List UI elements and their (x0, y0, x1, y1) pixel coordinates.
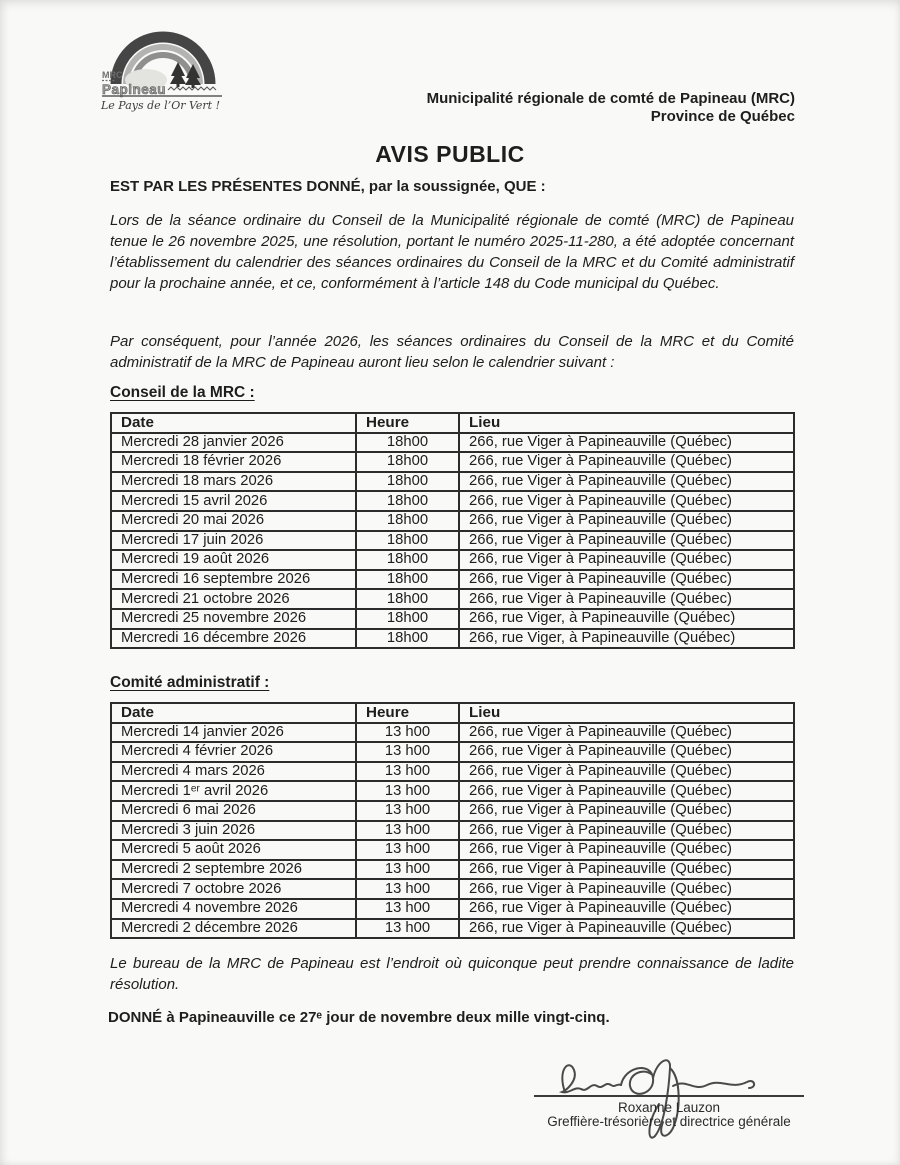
table-row (111, 511, 794, 531)
org-name: Municipalité régionale de comté de Papineau (MRC) (426, 90, 795, 107)
lieu-cell: 266, rue Viger à Papineauville (Québec) (459, 801, 794, 821)
table-row (111, 742, 794, 762)
date-cell: Mercredi 28 janvier 2026 (111, 433, 356, 453)
table-row (111, 801, 794, 821)
page-title: AVIS PUBLIC (375, 141, 525, 167)
date-column-header: Date (111, 413, 356, 433)
lieu-cell: 266, rue Viger à Papineauville (Québec) (459, 840, 794, 860)
heure-cell: 18h00 (356, 609, 459, 629)
lieu-cell: 266, rue Viger à Papineauville (Québec) (459, 860, 794, 880)
lieu-cell: 266, rue Viger à Papineauville (Québec) (459, 879, 794, 899)
heure-cell: 18h00 (356, 550, 459, 570)
table-row (111, 762, 794, 782)
heure-cell: 13 h00 (356, 840, 459, 860)
org-header (427, 90, 795, 126)
heure-cell: 13 h00 (356, 919, 459, 939)
date-cell: Mercredi 17 juin 2026 (111, 531, 356, 551)
lieu-cell: 266, rue Viger à Papineauville (Québec) (459, 531, 794, 551)
table-row (111, 472, 794, 492)
conseil-schedule-table (110, 412, 795, 649)
svg-text:Le Pays de l’Or Vert !: Le Pays de l’Or Vert ! (101, 99, 221, 112)
table-header-row (111, 413, 794, 433)
table-row (111, 781, 794, 801)
heure-cell: 13 h00 (356, 723, 459, 743)
table-row (111, 589, 794, 609)
lieu-cell: 266, rue Viger à Papineauville (Québec) (459, 550, 794, 570)
table-row (111, 609, 794, 629)
table-row (111, 629, 794, 649)
paragraph-resolution: Lors de la séance ordinaire du Conseil de la Municipalité régionale de comté (MRC) de Papineau tenue le 26 novembre 2025, une résolution, portant le numéro 2025-11-280, a été adoptée concernant l’établissement du calendrier des séances ordinaires du Conseil de la MRC et du Comité administratif pour la prochaine année, et ce, conformément à l’article 148 du Code municipal du Québec. (110, 212, 794, 292)
date-cell: Mercredi 7 octobre 2026 (111, 879, 356, 899)
lieu-cell: 266, rue Viger à Papineauville (Québec) (459, 472, 794, 492)
lieu-cell: 266, rue Viger, à Papineauville (Québec) (459, 609, 794, 629)
lieu-cell: 266, rue Viger à Papineauville (Québec) (459, 723, 794, 743)
heure-cell: 18h00 (356, 570, 459, 590)
closing-paragraph: Le bureau de la MRC de Papineau est l’endroit où quiconque peut prendre connaissance de ladite résolution. (110, 955, 794, 993)
date-cell: Mercredi 2 décembre 2026 (111, 919, 356, 939)
heure-cell: 13 h00 (356, 742, 459, 762)
lieu-column-header: Lieu (459, 703, 794, 723)
heure-cell: 13 h00 (356, 899, 459, 919)
heure-column-header: Heure (356, 413, 459, 433)
lieu-cell: 266, rue Viger à Papineauville (Québec) (459, 433, 794, 453)
heure-cell: 13 h00 (356, 860, 459, 880)
heure-cell: 18h00 (356, 629, 459, 649)
date-cell: Mercredi 1ᵉʳ avril 2026 (111, 781, 356, 801)
date-cell: Mercredi 4 novembre 2026 (111, 899, 356, 919)
lieu-cell: 266, rue Viger à Papineauville (Québec) (459, 589, 794, 609)
donne-statement: DONNÉ à Papineauville ce 27ᵉ jour de novembre deux mille vingt-cinq. (108, 1009, 610, 1026)
table-row (111, 899, 794, 919)
date-cell: Mercredi 25 novembre 2026 (111, 609, 356, 629)
table-row (111, 860, 794, 880)
date-cell: Mercredi 18 février 2026 (111, 452, 356, 472)
table-row (111, 919, 794, 939)
date-cell: Mercredi 15 avril 2026 (111, 491, 356, 511)
date-cell: Mercredi 5 août 2026 (111, 840, 356, 860)
heure-cell: 13 h00 (356, 879, 459, 899)
table-row (111, 879, 794, 899)
heure-cell: 18h00 (356, 433, 459, 453)
date-cell: Mercredi 3 juin 2026 (111, 821, 356, 841)
table-row (111, 840, 794, 860)
signatory-title: Greffière-trésorière et directrice générale (547, 1114, 791, 1129)
date-cell: Mercredi 18 mars 2026 (111, 472, 356, 492)
rainbow-arch-trees-icon (100, 28, 228, 114)
heure-column-header: Heure (356, 703, 459, 723)
table-row (111, 452, 794, 472)
date-cell: Mercredi 20 mai 2026 (111, 511, 356, 531)
lieu-cell: 266, rue Viger à Papineauville (Québec) (459, 781, 794, 801)
date-cell: Mercredi 6 mai 2026 (111, 801, 356, 821)
date-cell: Mercredi 4 mars 2026 (111, 762, 356, 782)
table-row (111, 821, 794, 841)
lieu-cell: 266, rue Viger, à Papineauville (Québec) (459, 629, 794, 649)
heure-cell: 18h00 (356, 472, 459, 492)
heure-cell: 18h00 (356, 531, 459, 551)
signature-line (534, 1095, 804, 1097)
lieu-cell: 266, rue Viger à Papineauville (Québec) (459, 821, 794, 841)
date-column-header: Date (111, 703, 356, 723)
date-cell: Mercredi 16 décembre 2026 (111, 629, 356, 649)
heure-cell: 18h00 (356, 511, 459, 531)
org-province: Province de Québec (650, 108, 795, 125)
comite-schedule-table (110, 702, 795, 939)
heure-cell: 18h00 (356, 491, 459, 511)
date-cell: Mercredi 19 août 2026 (111, 550, 356, 570)
lieu-cell: 266, rue Viger à Papineauville (Québec) (459, 899, 794, 919)
lieu-cell: 266, rue Viger à Papineauville (Québec) (459, 452, 794, 472)
date-cell: Mercredi 4 février 2026 (111, 742, 356, 762)
table-row (111, 491, 794, 511)
signatory-name: Roxanne Lauzon (617, 1100, 721, 1115)
date-cell: Mercredi 14 janvier 2026 (111, 723, 356, 743)
intro-statement: EST PAR LES PRÉSENTES DONNÉ, par la soussignée, QUE : (110, 178, 546, 195)
heure-cell: 18h00 (356, 589, 459, 609)
heure-cell: 13 h00 (356, 781, 459, 801)
table-row (111, 723, 794, 743)
lieu-column-header: Lieu (459, 413, 794, 433)
lieu-cell: 266, rue Viger à Papineauville (Québec) (459, 511, 794, 531)
lieu-cell: 266, rue Viger à Papineauville (Québec) (459, 742, 794, 762)
paragraph-consequent: Par conséquent, pour l’année 2026, les séances ordinaires du Conseil de la MRC et du Comité administratif de la MRC de Papineau auront lieu selon le calendrier suivant : (110, 333, 794, 371)
lieu-cell: 266, rue Viger à Papineauville (Québec) (459, 570, 794, 590)
heure-cell: 13 h00 (356, 821, 459, 841)
table-row (111, 550, 794, 570)
section-heading-comite: Comité administratif : (110, 674, 270, 691)
table-row (111, 433, 794, 453)
heure-cell: 18h00 (356, 452, 459, 472)
heure-cell: 13 h00 (356, 762, 459, 782)
svg-text:MRC: MRC (102, 70, 123, 80)
lieu-cell: 266, rue Viger à Papineauville (Québec) (459, 762, 794, 782)
section-heading-conseil: Conseil de la MRC : (110, 384, 255, 401)
date-cell: Mercredi 2 septembre 2026 (111, 860, 356, 880)
lieu-cell: 266, rue Viger à Papineauville (Québec) (459, 919, 794, 939)
table-row (111, 570, 794, 590)
date-cell: Mercredi 21 octobre 2026 (111, 589, 356, 609)
table-row (111, 531, 794, 551)
heure-cell: 13 h00 (356, 801, 459, 821)
lieu-cell: 266, rue Viger à Papineauville (Québec) (459, 491, 794, 511)
mrc-papineau-logo (100, 28, 228, 119)
svg-text:Papineau: Papineau (102, 82, 167, 97)
table-header-row (111, 703, 794, 723)
date-cell: Mercredi 16 septembre 2026 (111, 570, 356, 590)
